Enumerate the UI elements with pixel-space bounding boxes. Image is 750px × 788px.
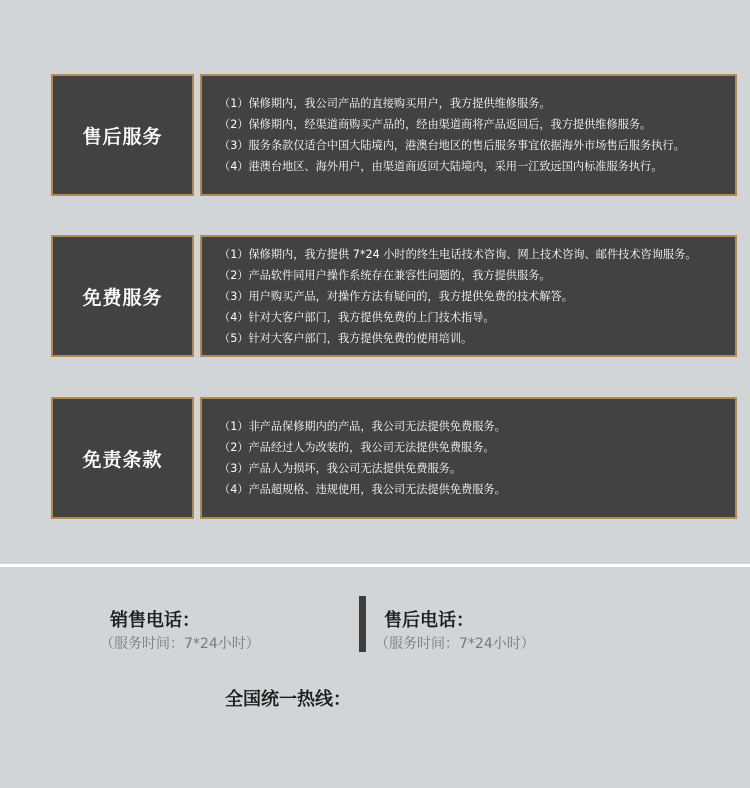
list-item: （2）保修期内，经渠道商购买产品的，经由渠道商将产品返回后，我方提供维修服务。: [219, 118, 652, 131]
after-sales-service-hours: （服务时间：7*24小时）: [375, 636, 535, 652]
hotline-label: 全国统一热线：: [225, 689, 351, 710]
list-item: （1）保修期内，我公司产品的直接购买用户，我方提供维修服务。: [219, 97, 551, 110]
sales-service-hours: （服务时间：7*24小时）: [100, 636, 260, 652]
list-item: （3）用户购买产品，对操作方法有疑问的，我方提供免费的技术解答。: [219, 289, 573, 303]
list-item: （3）服务条款仅适合中国大陆境内，港澳台地区的售后服务事宜依据海外市场售后服务执行。: [219, 139, 685, 152]
after-sales-phone-label: 售后电话：: [384, 610, 474, 631]
divider: [0, 564, 750, 567]
list-item: （5）针对大客户部门，我方提供免费的使用培训。: [219, 331, 473, 345]
section-title: 售后服务: [51, 74, 194, 196]
list-item: （1）保修期内，我方提供 7*24 小时的终生电话技术咨询、网上技术咨询、邮件技术咨询服务。: [219, 247, 697, 261]
list-item: （4）港澳台地区、海外用户，由渠道商返回大陆境内，采用一江致远国内标准服务执行。: [219, 160, 663, 173]
vertical-divider: [359, 596, 366, 652]
disclaimer-section: [51, 397, 720, 519]
section-content: [200, 397, 737, 519]
list-item: （2）产品经过人为改装的，我公司无法提供免费服务。: [219, 441, 495, 454]
list-item: （2）产品软件同用户操作系统存在兼容性问题的，我方提供服务。: [219, 268, 551, 282]
list-item: （4）产品超规格、违规使用，我公司无法提供免费服务。: [219, 483, 506, 496]
list-item: （1）非产品保修期内的产品，我公司无法提供免费服务。: [219, 420, 506, 433]
sales-phone-label: 销售电话：: [110, 610, 200, 631]
after-sales-service-section: [51, 74, 720, 196]
list-item: （3）产品人为损坏，我公司无法提供免费服务。: [219, 462, 462, 475]
section-title: 免责条款: [51, 397, 194, 519]
section-content: [200, 235, 737, 357]
section-content: [200, 74, 737, 196]
free-service-section: [51, 235, 720, 357]
section-title: 免费服务: [51, 235, 194, 357]
list-item: （4）针对大客户部门，我方提供免费的上门技术指导。: [219, 310, 495, 324]
